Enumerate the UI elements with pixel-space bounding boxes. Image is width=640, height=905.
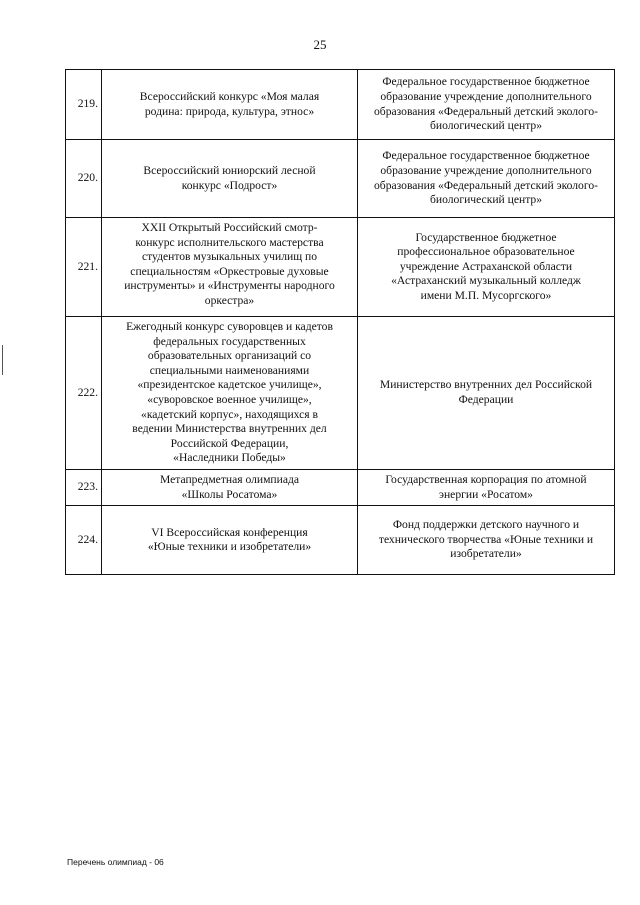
organizer: Федеральное государственное бюджетное образование учреждение дополнительного образования «Федеральный детский эколого- биологический центр» bbox=[358, 140, 615, 218]
row-number: 223. bbox=[66, 469, 102, 505]
margin-scan-mark bbox=[2, 345, 3, 375]
organizer: Фонд поддержки детского научного и технического творчества «Юные техники и изобретатели» bbox=[358, 506, 615, 575]
table-row bbox=[66, 469, 615, 505]
olympiad-name: Всероссийский конкурс «Моя малая родина: природа, культура, этнос» bbox=[102, 70, 358, 140]
organizer: Федеральное государственное бюджетное образование учреждение дополнительного образования «Федеральный детский эколого- биологический центр» bbox=[358, 70, 615, 140]
table-row bbox=[66, 140, 615, 218]
olympiad-table bbox=[65, 69, 615, 575]
table-row bbox=[66, 506, 615, 575]
row-number: 224. bbox=[66, 506, 102, 575]
olympiad-name: XXII Открытый Российский смотр- конкурс исполнительского мастерства студентов музыкальных училищ по специальностям «Оркестровые духовые инструменты» и «Инструменты народного оркестра» bbox=[102, 218, 358, 317]
row-number: 219. bbox=[66, 70, 102, 140]
page-number: 25 bbox=[313, 37, 327, 52]
footer-doc-id: Перечень олимпиад - 06 bbox=[67, 857, 164, 867]
table-row bbox=[66, 70, 615, 140]
olympiad-name: Всероссийский юниорский лесной конкурс «Подрост» bbox=[102, 140, 358, 218]
organizer: Государственная корпорация по атомной энергии «Росатом» bbox=[358, 469, 615, 505]
row-number: 220. bbox=[66, 140, 102, 218]
olympiad-name: Метапредметная олимпиада «Школы Росатома» bbox=[102, 469, 358, 505]
olympiad-name: Ежегодный конкурс суворовцев и кадетов федеральных государственных образовательных организаций со специальными наименованиями «президентское кадетское училище», «суворовское военное училище», «кадетский корпус», находящихся в ведении Министерства внутренних дел Российской Федерации, «Наследники Победы» bbox=[102, 317, 358, 470]
organizer: Министерство внутренних дел Российской Федерации bbox=[358, 317, 615, 470]
olympiad-name: VI Всероссийская конференция «Юные техники и изобретатели» bbox=[102, 506, 358, 575]
table-row bbox=[66, 317, 615, 470]
row-number: 221. bbox=[66, 218, 102, 317]
table-row bbox=[66, 218, 615, 317]
organizer: Государственное бюджетное профессиональное образовательное учреждение Астраханской области «Астраханский музыкальный колледж имени М.П. Мусоргского» bbox=[358, 218, 615, 317]
row-number: 222. bbox=[66, 317, 102, 470]
